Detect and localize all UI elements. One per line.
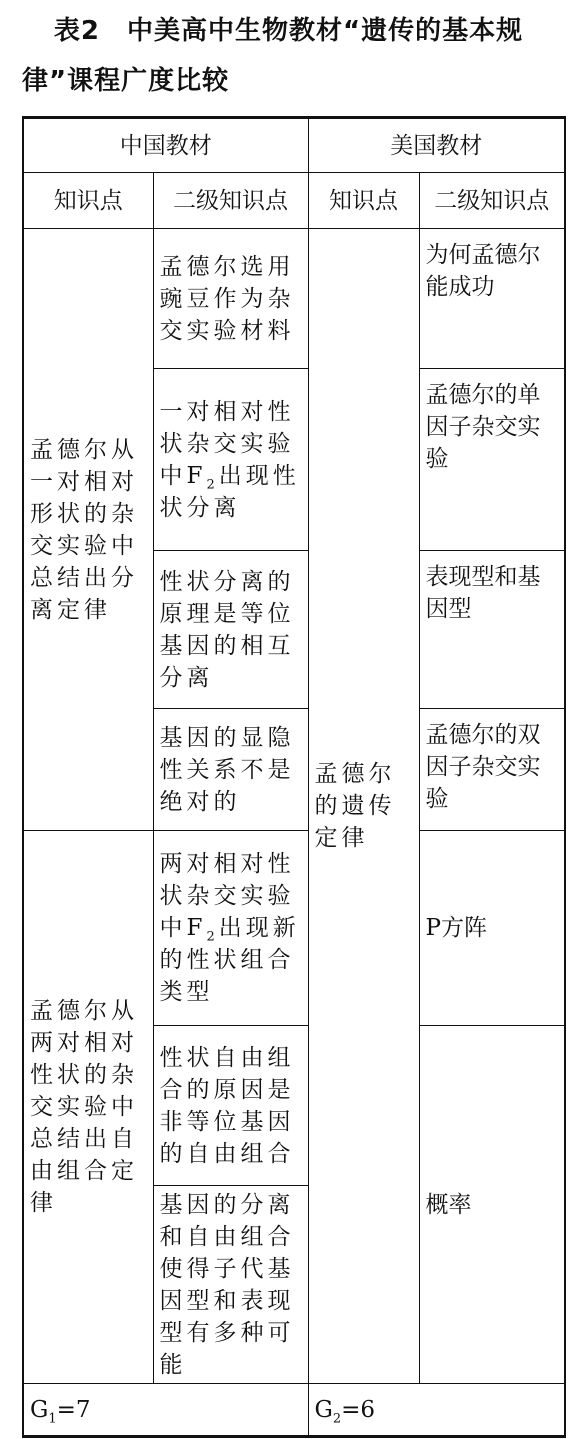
table-row — [23, 229, 565, 369]
china-knowledge-point-2: 孟德尔从两对相对性状的杂交实验中总结出自由组合定律 — [23, 831, 153, 1384]
usa-sub-point-4: 孟德尔的双因子杂交实验 — [419, 709, 565, 831]
usa-sub-point-5: P方阵 — [419, 831, 565, 1026]
usa-count: $G_2=6$ — [308, 1384, 565, 1437]
china-knowledge-point-1: 孟德尔从一对相对形状的杂交实验中总结出分离定律 — [23, 229, 153, 831]
footer-row — [23, 1384, 565, 1437]
subheader-row — [23, 173, 565, 229]
usa-sub-point-2: 孟德尔的单因子杂交实验 — [419, 369, 565, 551]
header-row — [23, 118, 565, 173]
table-row — [23, 831, 565, 1026]
caption-line-1: 表2 中美高中生物教材“遗传的基本规 — [53, 16, 524, 46]
usa-sub-point-1: 为何孟德尔能成功 — [419, 229, 565, 369]
china-sub-point-2: 一对相对性状杂交实验中$F_2$出现性状分离 — [153, 369, 308, 551]
caption-line-2: 律”课程广度比较 — [22, 66, 230, 96]
china-sub-point-3: 性状分离的原理是等位基因的相互分离 — [153, 551, 308, 709]
usa-knowledge-point-header: 知识点 — [308, 173, 419, 229]
usa-sub-point-3: 表现型和基因型 — [419, 551, 565, 709]
china-sub-point-4: 基因的显隐性关系不是绝对的 — [153, 709, 308, 831]
comparison-table — [22, 116, 566, 1438]
china-sub-point-6: 性状自由组合的原因是非等位基因的自由组合 — [153, 1026, 308, 1186]
usa-sub-point-6: 概率 — [419, 1026, 565, 1384]
usa-header: 美国教材 — [308, 118, 565, 173]
china-sub-point-7: 基因的分离和自由组合使得子代基因型和表现型有多种可能 — [153, 1186, 308, 1384]
china-sub-knowledge-point-header: 二级知识点 — [153, 173, 308, 229]
china-sub-point-5: 两对相对性状杂交实验中$F_2$出现新的性状组合类型 — [153, 831, 308, 1026]
china-sub-point-1: 孟德尔选用豌豆作为杂交实验材料 — [153, 229, 308, 369]
usa-knowledge-point: 孟德尔的遗传定律 — [308, 229, 419, 1384]
china-count: $G_1=7$ — [23, 1384, 308, 1437]
china-header: 中国教材 — [23, 118, 308, 173]
china-knowledge-point-header: 知识点 — [23, 173, 153, 229]
usa-sub-knowledge-point-header: 二级知识点 — [419, 173, 565, 229]
